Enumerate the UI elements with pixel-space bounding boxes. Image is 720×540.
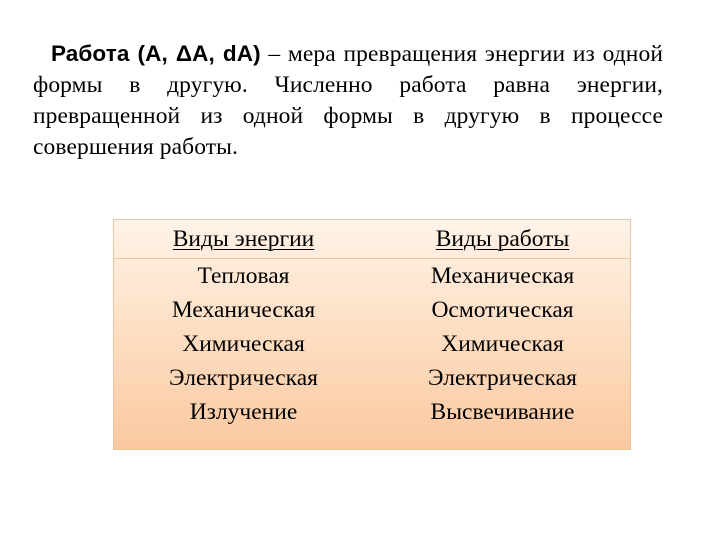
energy-work-table [113, 219, 631, 450]
energy-types-column [114, 259, 373, 429]
energy-types-list [114, 259, 373, 429]
term-work: Работа (A, ΔA, dA) [51, 41, 261, 66]
definition-paragraph [33, 38, 663, 163]
energy-type-item: Химическая [182, 331, 305, 357]
header-energy-types: Виды энергии [172, 226, 315, 252]
work-type-item: Электрическая [428, 365, 577, 391]
energy-type-item: Излучение [189, 399, 298, 425]
header-work-types: Виды работы [435, 226, 570, 252]
energy-type-item: Тепловая [197, 263, 290, 289]
work-type-item: Высвечивание [430, 399, 575, 425]
work-types-column [373, 259, 632, 429]
work-type-item: Механическая [430, 263, 575, 289]
work-type-item: Химическая [441, 331, 564, 357]
table-header-row [114, 220, 630, 259]
work-types-list [373, 259, 632, 429]
energy-type-item: Электрическая [169, 365, 318, 391]
energy-type-item: Механическая [171, 297, 316, 323]
definition-text: – мера превращения энергии из одной формы в другую. Численно работа равна энергии, превращенной из одной формы в другую в процессе совершения работы. [33, 41, 663, 160]
work-type-item: Осмотическая [431, 297, 574, 323]
